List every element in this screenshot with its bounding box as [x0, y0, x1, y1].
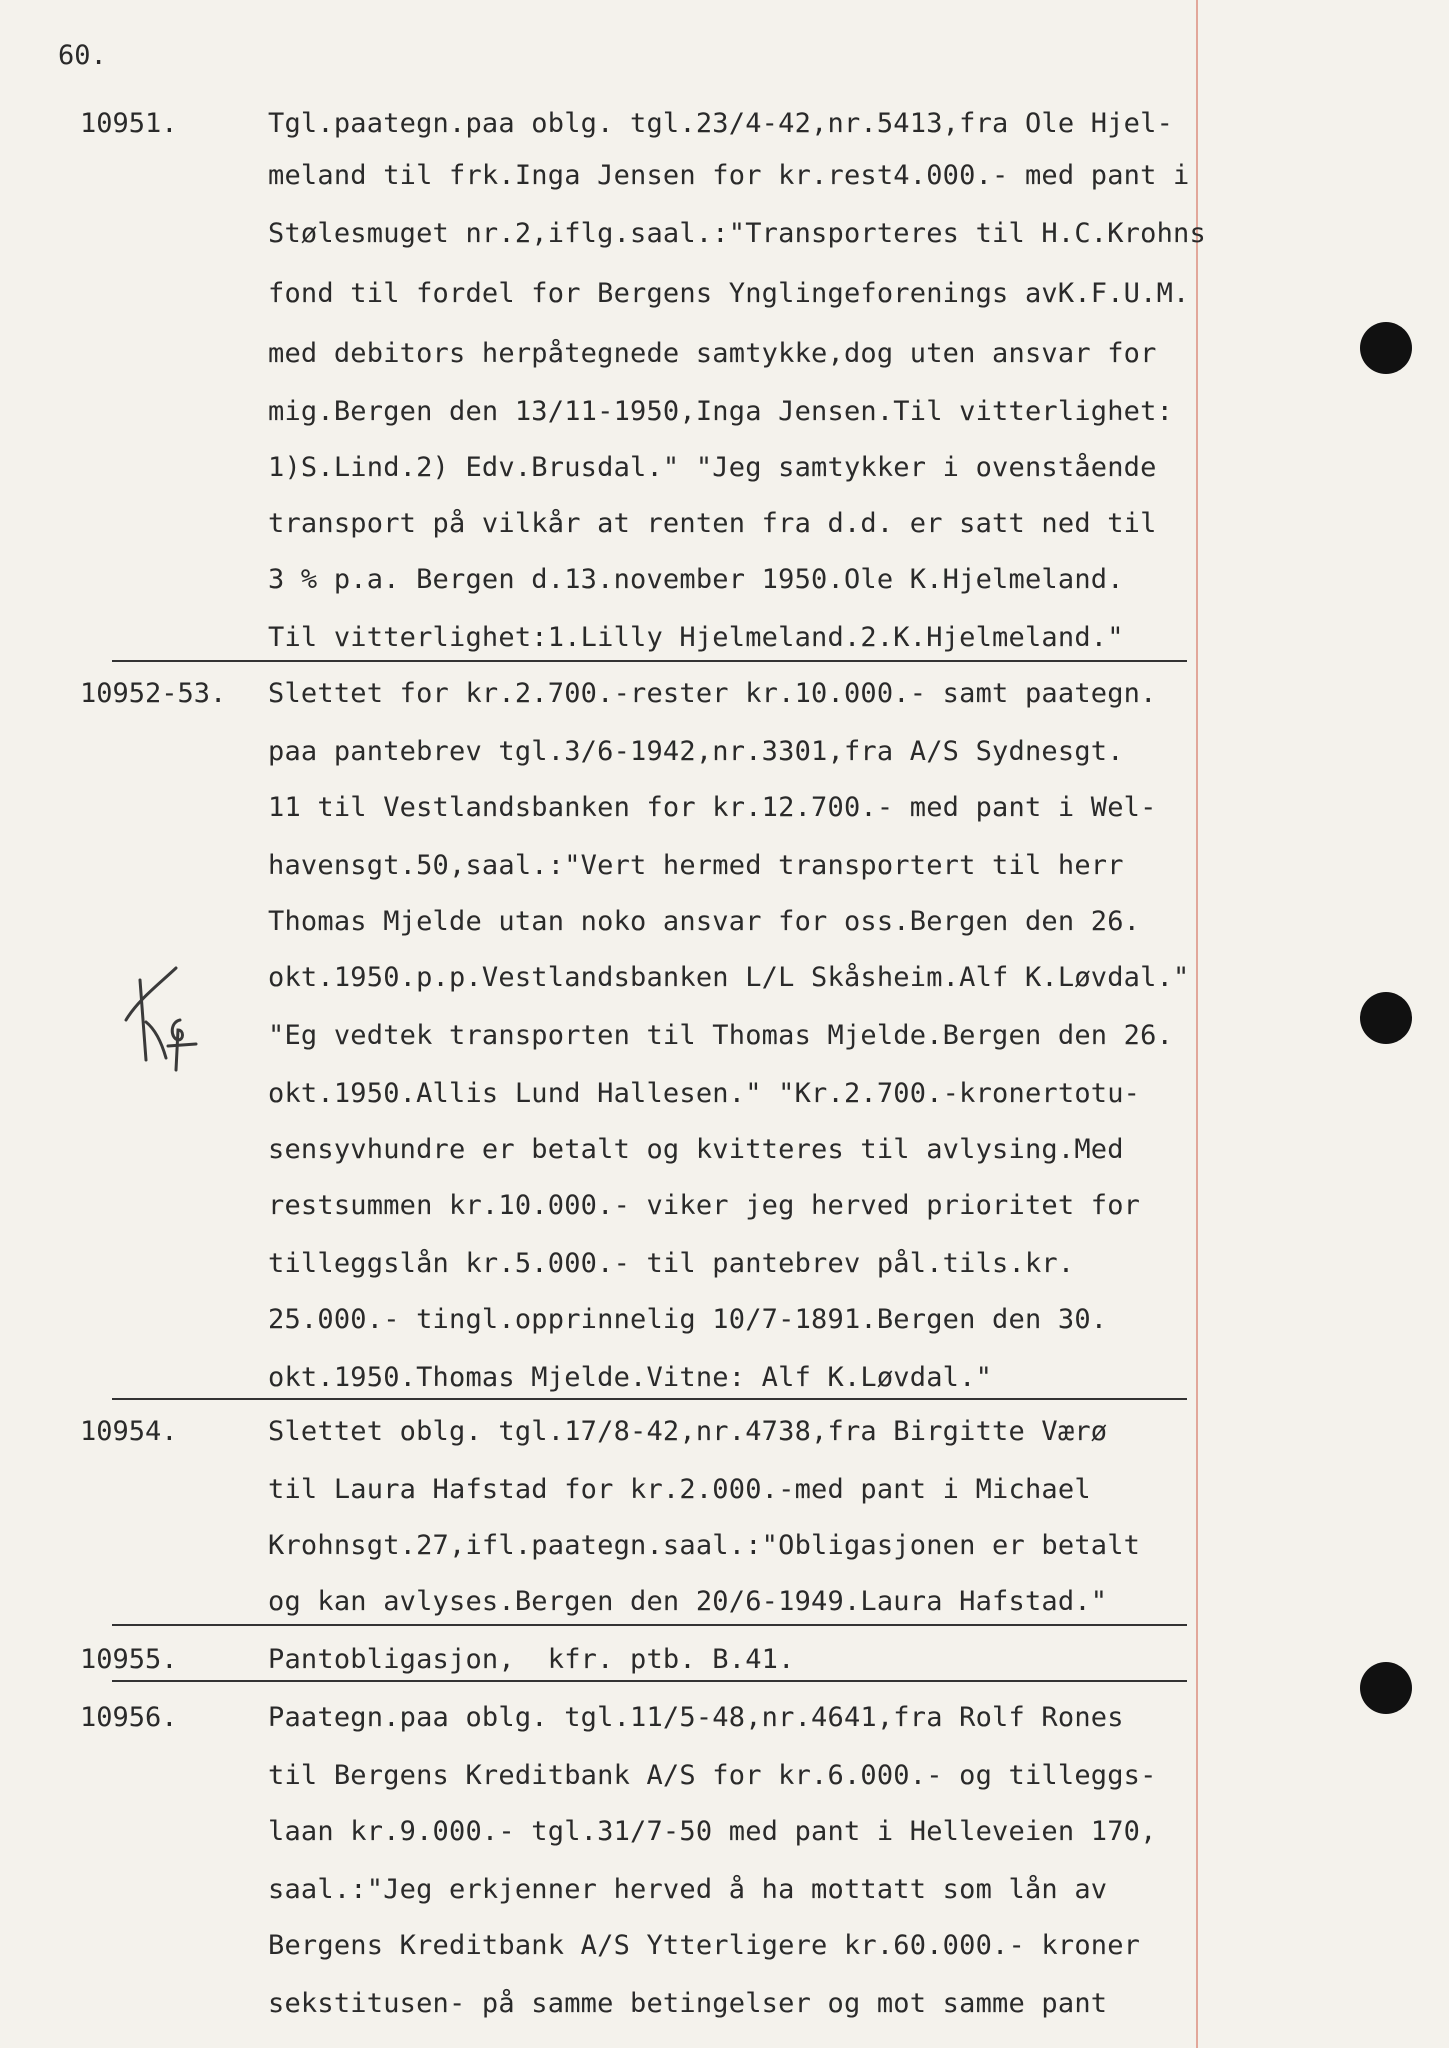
entry-line: til Bergens Kreditbank A/S for kr.6.000.- og tilleggs-	[268, 1760, 1157, 1791]
entry-line: 25.000.- tingl.opprinnelig 10/7-1891.Bergen den 30.	[268, 1304, 1108, 1335]
entry-line: laan kr.9.000.- tgl.31/7-50 med pant i Helleveien 170,	[268, 1816, 1157, 1847]
entry-line: Bergens Kreditbank A/S Ytterligere kr.60.000.- kroner	[268, 1930, 1141, 1961]
entry-line: Tgl.paategn.paa oblg. tgl.23/4-42,nr.5413,fra Ole Hjel-	[268, 108, 1174, 139]
entry-line: fond til fordel for Bergens Ynglingeforenings avK.F.U.M.	[268, 278, 1190, 309]
entry-line: 1)S.Lind.2) Edv.Brusdal." "Jeg samtykker i ovenstående	[268, 452, 1157, 483]
entry-line: sekstitusen- på samme betingelser og mot samme pant	[268, 1988, 1108, 2019]
entry-line: og kan avlyses.Bergen den 20/6-1949.Laura Hafstad."	[268, 1586, 1108, 1617]
entry-line: Paategn.paa oblg. tgl.11/5-48,nr.4641,fra Rolf Rones	[268, 1702, 1124, 1733]
entry-line: Til vitterlighet:1.Lilly Hjelmeland.2.K.Hjelmeland."	[268, 622, 1124, 653]
entry-number: 10951.	[80, 108, 178, 139]
entry-line: Thomas Mjelde utan noko ansvar for oss.Bergen den 26.	[268, 906, 1141, 937]
entry-line: saal.:"Jeg erkjenner herved å ha mottatt som lån av	[268, 1874, 1108, 1905]
punch-hole-top	[1360, 322, 1412, 374]
entry-line: "Eg vedtek transporten til Thomas Mjelde.Bergen den 26.	[268, 1020, 1174, 1051]
entry-line: tilleggslån kr.5.000.- til pantebrev pål.tils.kr.	[268, 1248, 1075, 1279]
entry-line: Krohnsgt.27,ifl.paategn.saal.:"Obligasjonen er betalt	[268, 1530, 1141, 1561]
entry-line: Slettet oblg. tgl.17/8-42,nr.4738,fra Birgitte Værø	[268, 1416, 1108, 1447]
entry-number: 10955.	[80, 1644, 178, 1675]
entry-line: transport på vilkår at renten fra d.d. er satt ned til	[268, 508, 1157, 539]
page-number: 60.	[58, 40, 107, 71]
entry-line: 11 til Vestlandsbanken for kr.12.700.- med pant i Wel-	[268, 792, 1157, 823]
entry-line: Pantobligasjon, kfr. ptb. B.41.	[268, 1644, 795, 1675]
entry-number: 10954.	[80, 1416, 178, 1447]
entry-line: okt.1950.Allis Lund Hallesen." "Kr.2.700.-kronertotu-	[268, 1078, 1141, 1109]
entry-line: sensyvhundre er betalt og kvitteres til avlysing.Med	[268, 1134, 1124, 1165]
entry-line: paa pantebrev tgl.3/6-1942,nr.3301,fra A/S Sydnesgt.	[268, 736, 1124, 767]
entry-line: havensgt.50,saal.:"Vert hermed transportert til herr	[268, 850, 1124, 881]
entry-number: 10952-53.	[80, 678, 227, 709]
handwritten-initials	[118, 960, 208, 1080]
entry-line: med debitors herpåtegnede samtykke,dog uten ansvar for	[268, 338, 1157, 369]
entry-divider	[112, 1680, 1187, 1682]
entry-line: okt.1950.p.p.Vestlandsbanken L/L Skåsheim.Alf K.Løvdal."	[268, 962, 1190, 993]
entry-line: Slettet for kr.2.700.-rester kr.10.000.- samt paategn.	[268, 678, 1157, 709]
entry-line: meland til frk.Inga Jensen for kr.rest4.000.- med pant i	[268, 160, 1190, 191]
entry-line: okt.1950.Thomas Mjelde.Vitne: Alf K.Løvdal."	[268, 1362, 993, 1393]
entry-line: restsummen kr.10.000.- viker jeg herved prioritet for	[268, 1190, 1141, 1221]
entry-line: mig.Bergen den 13/11-1950,Inga Jensen.Til vitterlighet:	[268, 396, 1174, 427]
entry-divider	[112, 660, 1187, 662]
entry-number: 10956.	[80, 1702, 178, 1733]
entry-divider	[112, 1398, 1187, 1400]
punch-hole-bottom	[1360, 1662, 1412, 1714]
entry-line: Stølesmuget nr.2,iflg.saal.:"Transporteres til H.C.Krohns	[268, 218, 1206, 249]
entry-divider	[112, 1624, 1187, 1626]
punch-hole-middle	[1360, 992, 1412, 1044]
entry-line: til Laura Hafstad for kr.2.000.-med pant i Michael	[268, 1474, 1091, 1505]
margin-rule	[1196, 0, 1198, 2048]
entry-line: 3 % p.a. Bergen d.13.november 1950.Ole K.Hjelmeland.	[268, 564, 1124, 595]
